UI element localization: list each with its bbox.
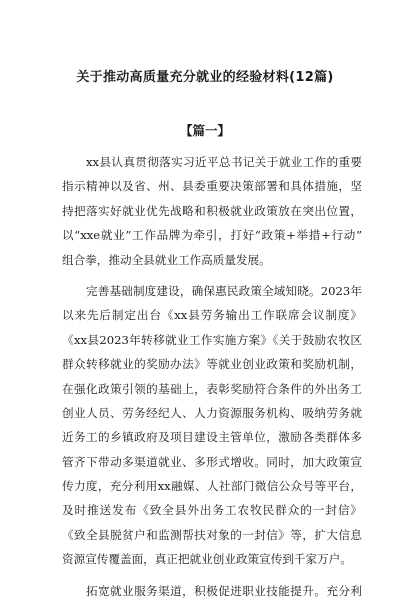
text-line: 近务工的乡镇政府及项目建设主管单位，激励各类群体多 [62, 430, 362, 445]
text-line: 完善基础制度建设，确保惠民政策全域知晓。2023年 [86, 283, 362, 298]
paragraph-2 [62, 279, 362, 572]
text-line: 组合拳，推动全县就业工作高质量发展。 [62, 252, 271, 267]
text-line: 资源宣传覆盖面，真正把就业创业政策宣传到千家万户。 [62, 552, 352, 567]
text-line: 拓宽就业服务渠道，积极促进职业技能提升。充分利 [86, 583, 362, 598]
document-body [62, 150, 362, 603]
text-line: 《xx县2023年转移就业工作实施方案》《关于鼓励农牧区 [62, 332, 362, 347]
text-line: 管齐下带动多渠道就业、多形式增收。同时，加大政策宣 [62, 454, 362, 469]
text-line: 以来先后制定出台《xx县劳务输出工作联席会议制度》 [62, 308, 362, 323]
text-line: 传力度，充分利用xx融媒、人社部门微信公众号等平台， [62, 479, 362, 494]
text-line: 持把落实好就业优先战略和积极就业政策放在突出位置， [62, 203, 362, 218]
document-title: 关于推动高质量充分就业的经验材料(12篇) [76, 70, 334, 85]
paragraph-1 [62, 150, 362, 272]
text-line: 群众转移就业的奖励办法》等就业创业政策和奖励机制， [62, 357, 362, 372]
text-line: 指示精神以及省、州、县委重要决策部署和具体措施，坚 [62, 179, 362, 194]
text-line: xx县认真贯彻落实习近平总书记关于就业工作的重要 [86, 155, 362, 169]
text-line: 《致全县脱贫户和监测帮扶对象的一封信》等，扩大信息 [62, 527, 362, 542]
text-line: 以“xxe就业”工作品牌为牵引，打好“政策+举措+行动” [62, 228, 362, 243]
text-line: 在强化政策引领的基础上，表彰奖励符合条件的外出务工 [62, 381, 362, 396]
text-line: 及时推送发布《致全县外出务工农牧民群众的一封信》 [62, 503, 362, 518]
section-heading: 【篇一】 [179, 123, 230, 138]
text-line: 创业人员、劳务经纪人、人力资源服务机构、吸纳劳务就 [62, 405, 362, 420]
paragraph-3 [62, 579, 362, 603]
